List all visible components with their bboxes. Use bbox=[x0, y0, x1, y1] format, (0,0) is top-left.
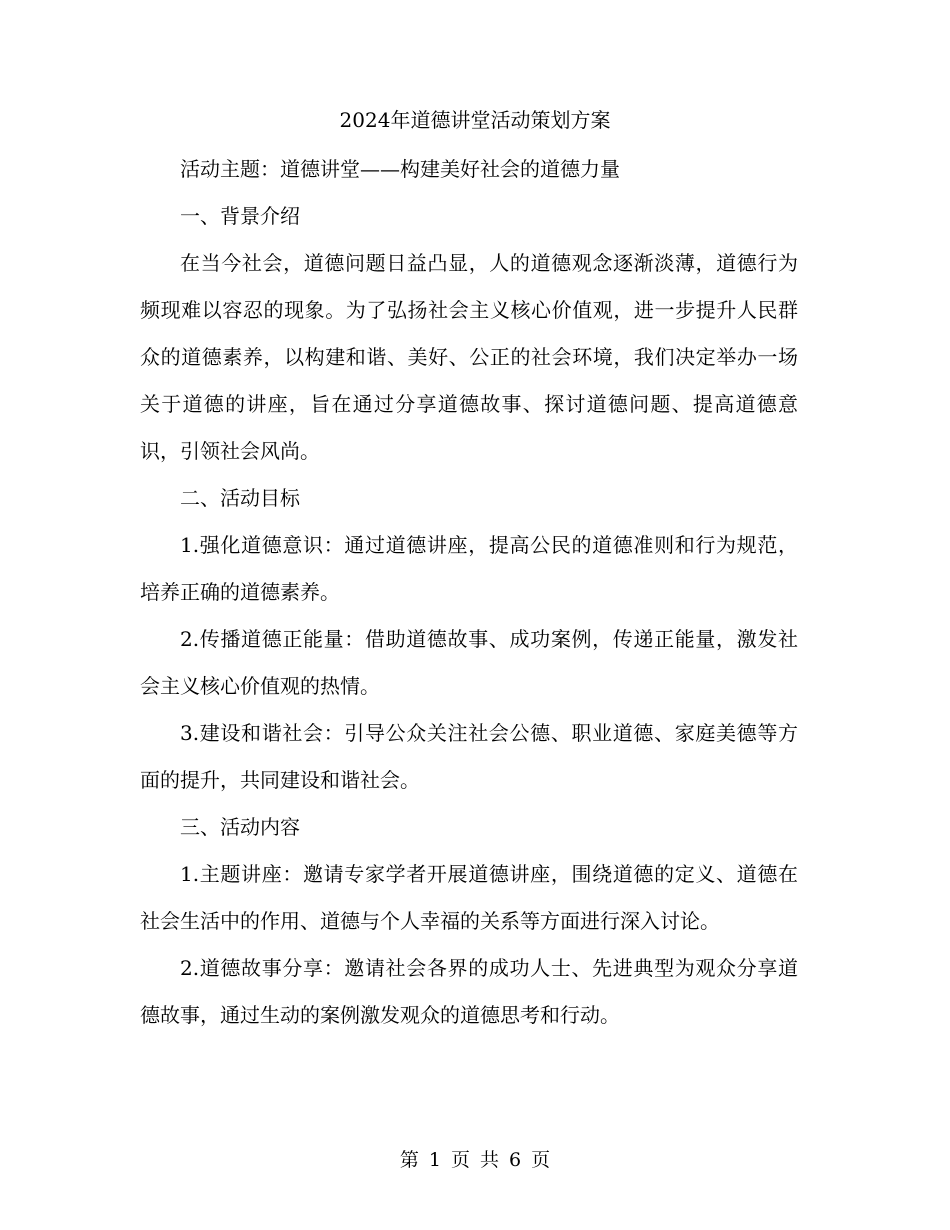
section-heading-goals: 二、活动目标 bbox=[180, 486, 300, 510]
content-item-1: 1.主题讲座：邀请专家学者开展道德讲座，围绕道德的定义、道德在社会生活中的作用、道德与个人幸福的关系等方面进行深入讨论。 bbox=[140, 862, 798, 933]
goal-item-2: 2.传播道德正能量：借助道德故事、成功案例，传递正能量，激发社会主义核心价值观的热情。 bbox=[140, 627, 798, 698]
section-heading-content: 三、活动内容 bbox=[180, 815, 300, 839]
goal-item-3: 3.建设和谐社会：引导公众关注社会公德、职业道德、家庭美德等方面的提升，共同建设和谐社会。 bbox=[140, 721, 798, 792]
document-body bbox=[140, 146, 798, 1039]
document-title: 2024年道德讲堂活动策划方案 bbox=[339, 108, 611, 132]
goal-item-1: 1.强化道德意识：通过道德讲座，提高公民的道德准则和行为规范，培养正确的道德素养。 bbox=[140, 533, 798, 604]
page-footer: 第 1 页 共 6 页 bbox=[399, 1149, 551, 1171]
activity-theme: 活动主题：道德讲堂——构建美好社会的道德力量 bbox=[180, 157, 620, 181]
section-heading-background: 一、背景介绍 bbox=[180, 204, 300, 228]
background-paragraph: 在当今社会，道德问题日益凸显，人的道德观念逐渐淡薄，道德行为频现难以容忍的现象。为了弘扬社会主义核心价值观，进一步提升人民群众的道德素养，以构建和谐、美好、公正的社会环境，我们决定举办一场关于道德的讲座，旨在通过分享道德故事、探讨道德问题、提高道德意识，引领社会风尚。 bbox=[140, 251, 798, 463]
content-item-2: 2.道德故事分享：邀请社会各界的成功人士、先进典型为观众分享道德故事，通过生动的案例激发观众的道德思考和行动。 bbox=[140, 956, 798, 1027]
